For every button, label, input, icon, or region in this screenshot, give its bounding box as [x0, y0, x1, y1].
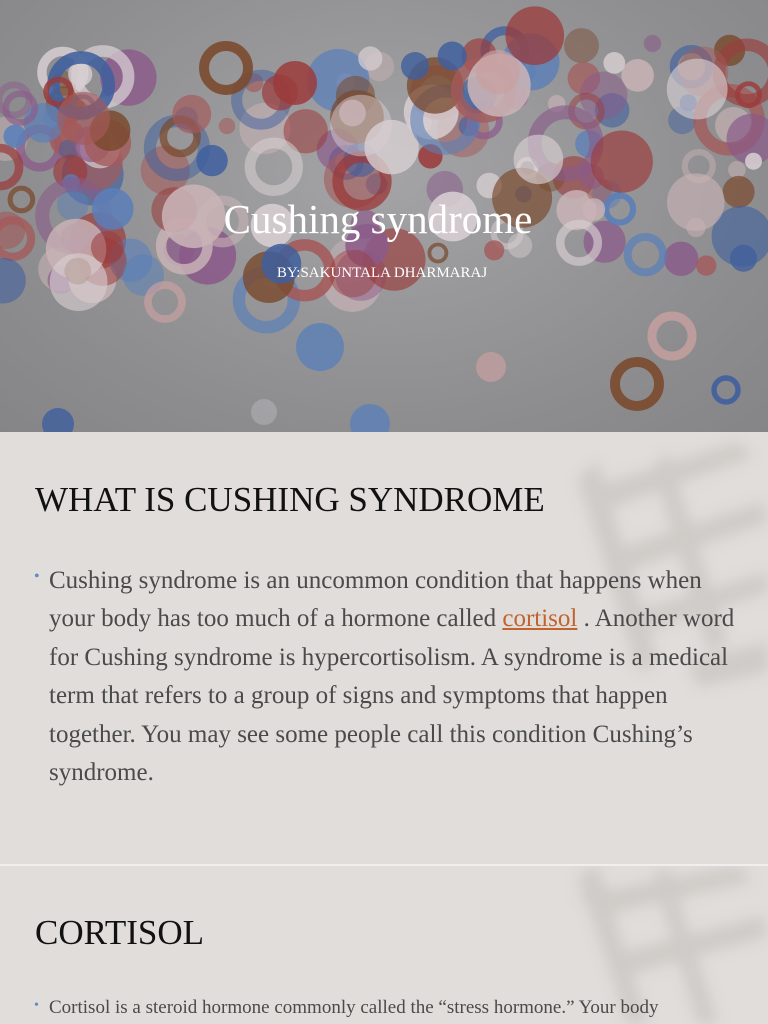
presentation-author: BY:SAKUNTALA DHARMARAJ — [276, 265, 488, 281]
bullet-item — [0, 562, 740, 792]
bullet-dot-icon: • — [34, 998, 39, 1013]
title-slide — [0, 0, 768, 432]
slide-cortisol — [0, 866, 768, 1024]
bullet-list — [0, 994, 740, 1022]
slide-heading: CORTISOL — [35, 913, 205, 952]
bullet-text-end: . Another word for Cushing syndrome is hypercortisolism. A syndrome is a medical term that refers to a group of signs and symptoms that happen together. You may see some people call this condition Cushing’s syndrome. — [49, 605, 735, 787]
presentation-title: Cushing syndrome — [223, 196, 533, 242]
cortisol-link[interactable]: cortisol — [502, 605, 578, 633]
bullet-list — [0, 562, 740, 792]
slide-heading: WHAT IS CUSHING SYNDROME — [35, 480, 545, 519]
bullet-dot-icon: • — [34, 568, 40, 585]
bullet-text-start: Cushing syndrome is an uncommon condition that happens when your body has too much of a hormone called — [49, 567, 702, 633]
slide-what-is-cushing — [0, 432, 768, 864]
bullet-item — [0, 994, 740, 1022]
bullet-text: Cortisol is a steroid hormone commonly called the “stress hormone.” Your body — [49, 997, 659, 1018]
